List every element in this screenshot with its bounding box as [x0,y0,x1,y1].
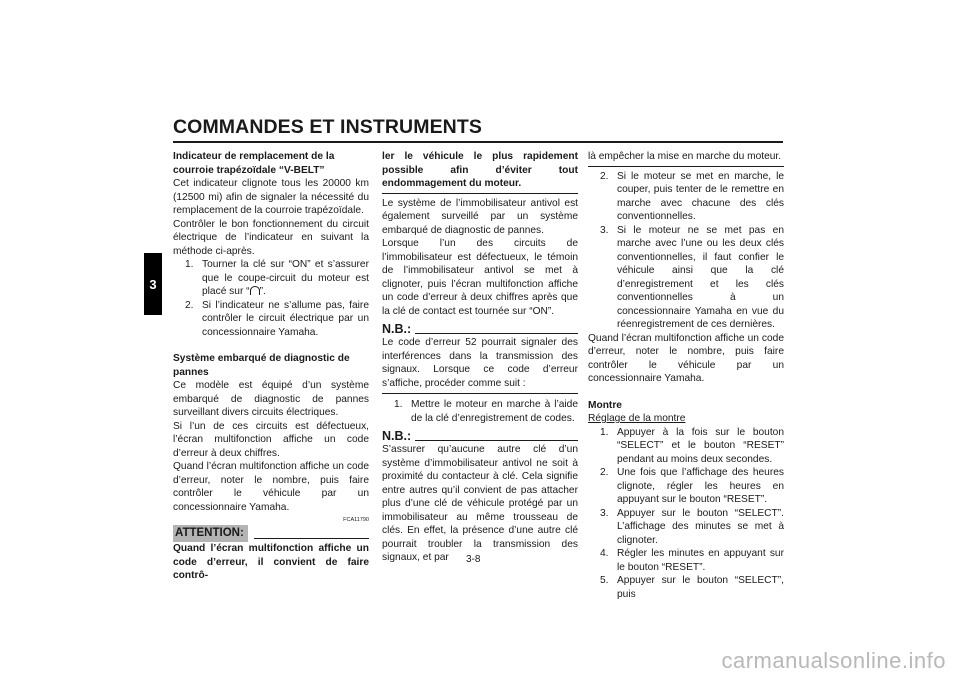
chapter-tab: 3 [144,253,162,315]
note-text: S’assurer qu’aucune autre clé d’un système d’immobilisateur antivol ne soit à proximité du contacteur à clé. Cela signifie entre autres qu’il convient de pas attacher plus d’une clé de véhicule protégé par un immobilisateur au même trousseau de clés. En effet, la présence d’une autre clé pourrait troubler la transmission des signaux, et par [382,444,578,563]
column-3 [588,150,784,601]
page-title: COMMANDES ET INSTRUMENTS [173,116,482,138]
attention-header [173,525,369,542]
paragraph: Contrôler le bon fonctionnement du circuit électrique de l’indicateur en suivant la méthode ci-après. [173,218,369,257]
note-rule [415,440,578,441]
attention-end-rule [382,193,578,194]
note-header [382,429,578,443]
attention-rule [254,538,369,539]
list-item: 3. Appuyer sur le bouton “SELECT”. L’affichage des minutes se met à clignoter. [600,507,784,546]
column-1 [173,150,369,583]
list-item: 1. Mettre le moteur en marche à l’aide de la clé d’enregistrement de codes. [394,399,578,424]
paragraph: Quand l’écran multifonction affiche un code d’erreur, noter le nombre, puis faire contrôler le véhicule par un concessionnaire Yamaha. [173,461,369,513]
section-title-montre: Montre [588,399,622,411]
paragraph: Lorsque l’un des circuits de l’immobilisateur est défectueux, le témoin de l’immobilisateur antivol se met à clignoter, puis l’écran multifonction affiche un code d’erreur à deux chiffres après que la clé de contact est tournée sur “ON”. [382,238,578,317]
attention-text-cont: ler le véhicule le plus rapidement possible afin d’éviter tout endommagement du moteur. [382,151,578,189]
section-title-diagnostic: Système embarqué de diagnostic de pannes [173,353,350,378]
subsection-title: Réglage de la montre [588,413,686,424]
list-item: 3. Si le moteur ne se met pas en marche avec l’une ou les deux clés conventionnelles, il faut confier le véhicule ainsi que la clé d’enregistrement et les clés conventionnelles à un concessionnaire Yamaha en vue du réenregistrement de ces dernières. [600,224,784,330]
list-item: 2. Une fois que l’affichage des heures clignote, régler les heures en appuyant sur le bouton “RESET”. [600,467,784,505]
list-item: 2. Si le moteur se met en marche, le couper, puis tenter de le remettre en marche avec chacune des clés conventionnelles. [600,170,784,222]
paragraph: Si l’un de ces circuits est défectueux, l’écran multifonction affiche un code d’erreur à deux chiffres. [173,420,369,459]
paragraph: Cet indicateur clignote tous les 20000 km (12500 mi) afin de signaler la nécessité du remplacement de la courroie trapézoïdale. [173,178,369,216]
list-item: 5. Appuyer sur le bouton “SELECT”, puis [600,575,784,600]
paragraph: Quand l’écran multifonction affiche un code d’erreur, noter le nombre, puis faire contrôler le véhicule par un concessionnaire Yamaha. [588,332,784,384]
page-number: 3-8 [466,554,481,565]
paragraph: Le système de l’immobilisateur antivol est également surveillé par un système embarqué de diagnostic de pannes. [382,197,578,236]
note-steps [382,398,578,425]
page-header [173,116,783,138]
attention-badge: ATTENTION: [173,525,248,542]
montre-steps [588,426,784,602]
engine-run-icon [250,286,260,295]
note-label: N.B.: [382,322,412,336]
note-end-rule [588,166,784,167]
list-item: 2. Si l’indicateur ne s’allume pas, faire contrôler le circuit électrique par un concessionnaire Yamaha. [185,299,369,338]
attention-text: Quand l’écran multifonction affiche un code d’erreur, il convient de faire contrô- [173,543,369,581]
note-label: N.B.: [382,429,412,443]
note-steps-cont [588,170,784,332]
paragraph: Ce modèle est équipé d’un système embarqué de diagnostic de pannes surveillant divers circuits électriques. [173,380,369,418]
list-item: 4. Régler les minutes en appuyant sur le bouton “RESET”. [600,548,784,573]
watermark-link[interactable]: carmanualsonline.info [721,648,946,673]
note-header [382,322,578,336]
list-item: 1. Appuyer à la fois sur le bouton “SELECT” et le bouton “RESET” pendant au moins deux secondes. [600,426,784,465]
note-text-cont: là empêcher la mise en marche du moteur. [588,151,782,162]
note-text: Le code d’erreur 52 pourrait signaler des interférences dans la transmission des signaux. Lorsque ce code d’erreur s’affiche, procéder comme suit : [382,337,578,389]
header-rule [173,141,783,143]
code-reference: FCA11790 [343,517,369,523]
list-item: 1. Tourner la clé sur “ON” et s’assurer que le coupe-circuit du moteur est placé sur “ ”. [185,259,369,297]
section-title-vbelt: Indicateur de remplacement de la courroie trapézoïdale “V-BELT” [173,151,335,176]
vbelt-steps [173,258,369,339]
note-rule [415,333,578,334]
column-2 [382,150,578,565]
note-block [382,336,578,394]
